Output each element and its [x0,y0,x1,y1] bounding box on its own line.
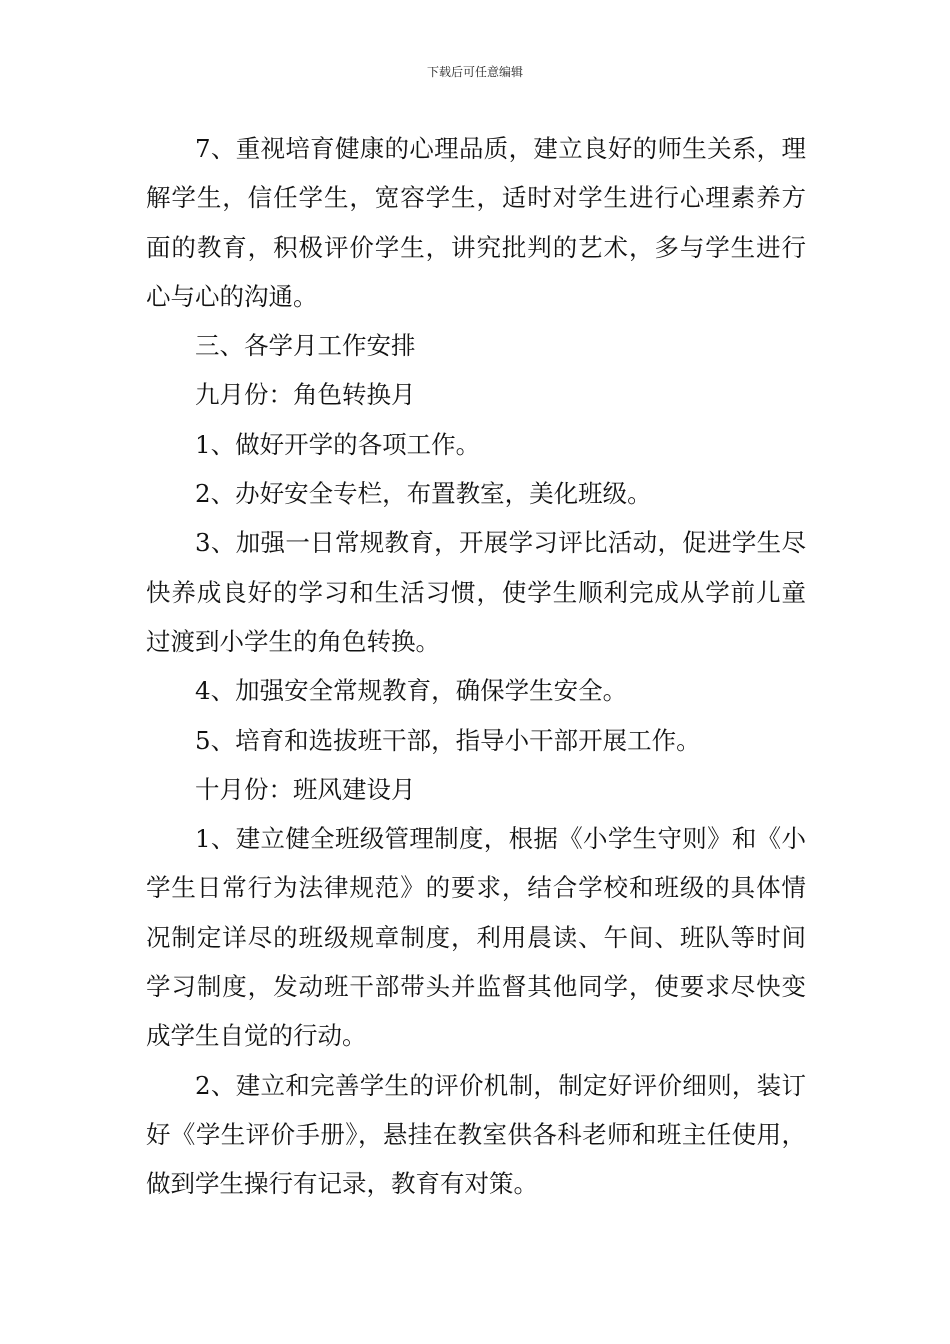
document-body [146,124,806,1209]
september-item-4: 4、加强安全常规教育，确保学生安全。 [195,676,628,706]
october-item-1: 1、建立健全班级管理制度，根据《小学生守则》和《小学生日常行为法律规范》的要求，结合学校和班级的具体情况制定详尽的班级规章制度，利用晨读、午间、班队等时间学习制度，发动班干部带头并监督其他同学，使要求尽快变成学生自觉的行动。 [146,824,806,1051]
month-heading-september: 九月份：角色转换月 [195,380,416,410]
page-header: 下载后可任意编辑 [426,65,523,79]
september-item-5: 5、培育和选拔班干部，指导小干部开展工作。 [195,725,701,755]
paragraph-item-7: 7、重视培育健康的心理品质，建立良好的师生关系，理解学生，信任学生，宽容学生，适时对学生进行心理素养方面的教育，积极评价学生，讲究批判的艺术，多与学生进行心与心的沟通。 [146,134,806,311]
october-item-2: 2、建立和完善学生的评价机制，制定好评价细则，装订好《学生评价手册》，悬挂在教室供各科老师和班主任使用，做到学生操行有记录，教育有对策。 [146,1070,806,1199]
september-item-3: 3、加强一日常规教育，开展学习评比活动，促进学生尽快养成良好的学习和生活习惯，使学生顺利完成从学前儿童过渡到小学生的角色转换。 [146,528,806,656]
september-item-1: 1、做好开学的各项工作。 [195,429,481,459]
month-heading-october: 十月份：班风建设月 [195,774,416,804]
september-item-2: 2、办好安全专栏，布置教室，美化班级。 [195,479,652,509]
section-heading: 三、各学月工作安排 [195,331,416,361]
